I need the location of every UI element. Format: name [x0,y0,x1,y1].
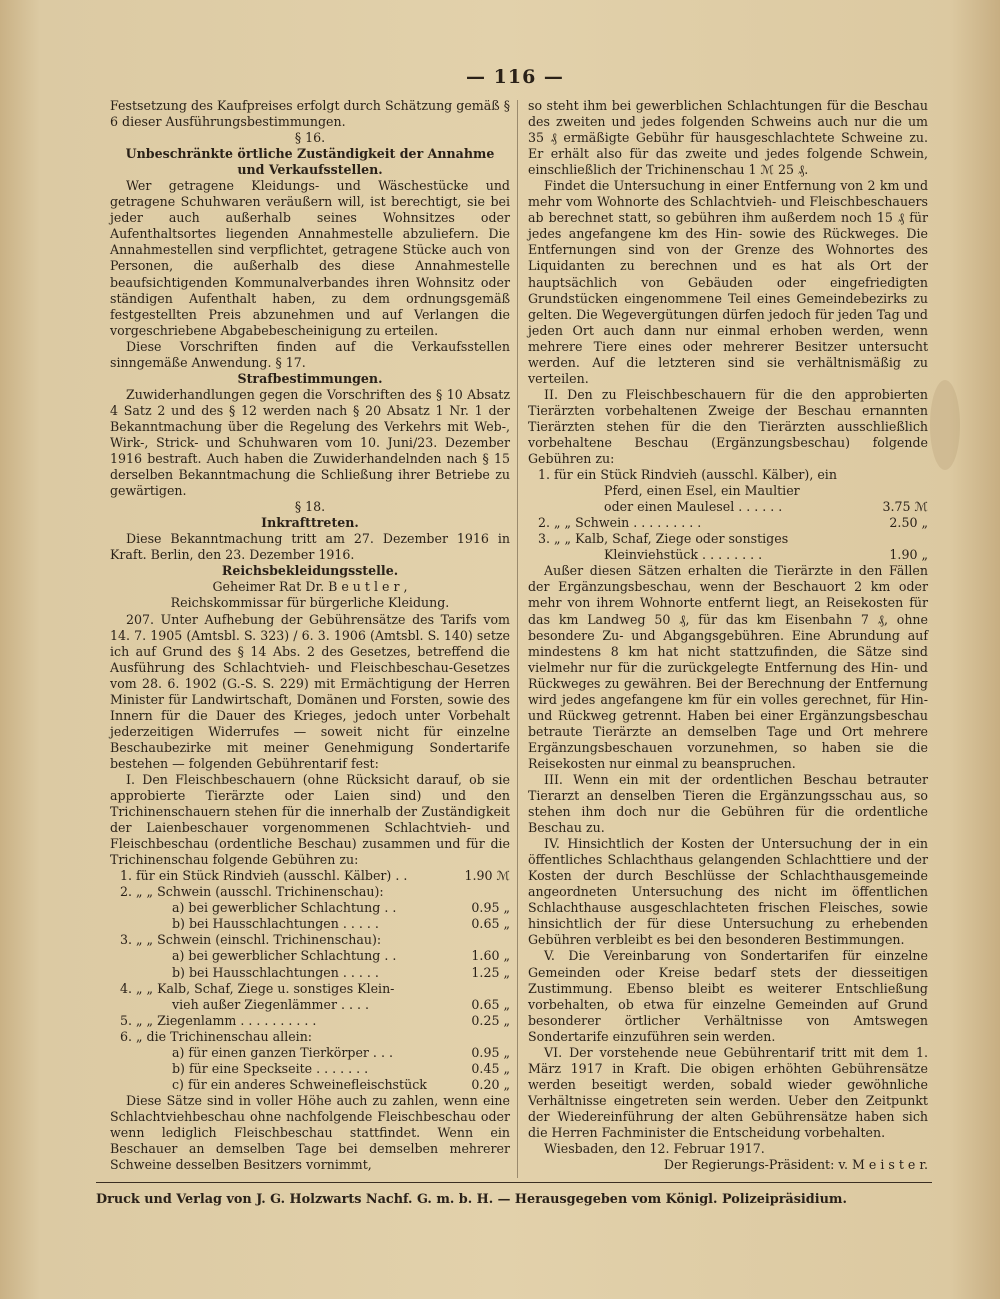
tariff-amount: 0.65 „ [471,916,510,932]
tariff-item: a) bei gewerblicher Schlachtung . . [172,948,397,964]
tariff-row [110,916,510,932]
right-column [528,98,928,1173]
left-column [110,98,510,1173]
tariff-row [528,483,928,499]
paragraph: Wer getragene Kleidungs- und Wäschestücke und getragene Schuhwaren veräußern will, ist berechtigt, sie bei jeder auch außerhalb seines Wohnsitzes oder Aufenthaltsortes liegenden Annahmestelle abzuliefern. Die Annahmestellen sind verpflichtet, getragene Stücke auch von Personen, die außerhalb des diese Annahmestelle beaufsichtigenden Kommunalverbandes ihren Wohnsitz oder ständigen Aufenthalt haben, zu dem ordnungsgemäß festgestellten Preis abzunehmen und auf Verlangen die vorgeschriebene Abgabebescheinigung zu erteilen. [110,178,510,338]
tariff-amount [452,884,510,900]
tariff-amount [870,483,928,499]
tariff-row [110,1013,510,1029]
tariff-amount: 2.50 „ [889,515,928,531]
paragraph: Diese Sätze sind in voller Höhe auch zu zahlen, wenn eine Schlachtviehbeschau ohne nachfolgende Fleischbeschau oder wenn lediglich Fleischbeschau stattfindet. Wenn ein Beschauer an demselben Tage bei demselben mehrerer Schweine desselben Besitzers vornimmt, [110,1092,510,1173]
paper-stain [930,380,960,470]
page-number: — 116 — [466,66,564,88]
tariff-item: Pferd, einen Esel, ein Maultier [604,483,800,499]
tariff-row [110,868,510,884]
section-heading: Reichskommissar für bürgerliche Kleidung. [170,595,450,611]
tariff-amount: 0.25 „ [471,1012,510,1028]
section-heading: Geheimer Rat Dr. B e u t l e r , [212,579,408,595]
tariff-amount: 1.60 „ [471,948,510,964]
tariff-item: 2. „ „ Schwein . . . . . . . . . [538,515,702,531]
paragraph: Außer diesen Sätzen erhalten die Tierärzte in den Fällen der Ergänzungsbeschau, wenn der Beschauort 2 km oder mehr von ihrem Wohnorte entfernt liegt, an Reisekosten für das km Landweg 50 ₰, für das km Eisenbahn 7 ₰, ohne besondere Zu- und Abgangsgebühren. Eine Abrundung auf mindestens 8 km hat nicht stattzufinden, die Sätze sind vielmehr nur für die zurückgelegte Entfernung des Hin- und Rückweges zu gewähren. Bei der Berechnung der Entfernung wird jedes angefangene km für ein volles gerechnet, für Hin- und Rückweg getrennt. Haben bei einer Ergänzungsbeschau betraute Tierärzte an demselben Tage und Ort mehrere Ergänzungsbeschauen vorzunehmen, so haben sie die Reisekosten nur einmal zu beanspruchen. [528,563,928,771]
tariff-item: 2. „ „ Schwein (ausschl. Trichinenschau): [120,884,384,900]
tariff-item: a) für einen ganzen Tierkörper . . . [172,1044,393,1060]
tariff-amount: 0.65 „ [471,996,510,1012]
paragraph: VI. Der vorstehende neue Gebührentarif tritt mit dem 1. März 1917 in Kraft. Die obigen erhöhten Gebührensätze werden beseitigt werden, sobald wieder gewöhnliche Verhältnisse eingetreten sein werden. Ueber den Zeitpunkt der Wiedereinführung der alten Gebührensätze haben sich die Herren Fachminister die Entscheidung vorbehalten. [528,1044,928,1140]
paragraph: so steht ihm bei gewerblichen Schlachtungen für die Beschau des zweiten und jedes folgenden Schweins auch nur die um 35 ₰ ermäßigte Gebühr für hausgeschlachtete Schweine zu. Er erhält also für das zweite und jedes folgende Schwein, einschließlich der Trichinenschau 1 ℳ 25 ₰. [528,98,928,178]
tariff-amount [870,467,928,483]
paragraph: V. Die Vereinbarung von Sondertarifen für einzelne Gemeinden oder Kreise bedarf stets der diesseitigen Zustimmung. Ebenso bleibt es weiterer Entschließung vorbehalten, ob etwa für einzelne Gemeinden auf Grund besonderer örtlicher Verhältnisse von Amtswegen Sondertarife einzuführen sein werden. [528,948,928,1044]
tariff-item: oder einen Maulesel . . . . . . [604,499,783,515]
paragraph: Findet die Untersuchung in einer Entfernung von 2 km und mehr vom Wohnorte des Schlachtvieh- und Fleischbeschauers ab berechnet statt, so gebühren ihm außerdem noch 15 ₰ für jedes angefangene km des Hin- sowie des Rückweges. Die Entfernungen sind von der Grenze des Wohnortes des Liquidanten zu berechnen und es hat als Ort der hauptsächlich von Gebäuden oder eingefriedigten Grundstücken eingenommene Teil eines Gemeindebezirks zu gelten. Die Wegevergütungen dürfen jedoch für jeden Tag und jeden Ort auch dann nur einmal erhoben werden, wenn mehrere Tiere eines oder mehrerer Besitzer untersucht werden. Auf die letzteren sind sie verhältnismäßig zu verteilen. [528,178,928,386]
imprint-footer: Druck und Verlag von J. G. Holzwarts Nachf. G. m. b. H. — Herausgegeben vom Königl. Polizeipräsidium. [96,1192,847,1207]
section-heading: § 18. [294,499,326,515]
tariff-item: b) für eine Speckseite . . . . . . . [172,1060,369,1076]
tariff-item: 3. „ „ Schwein (einschl. Trichinenschau): [120,932,382,948]
tariff-row [528,531,928,547]
footer-rule [96,1182,932,1183]
tariff-amount: 0.20 „ [471,1076,510,1092]
section-title: Reichsbekleidungsstelle. [221,563,399,579]
tariff-item: a) bei gewerblicher Schlachtung . . [172,900,397,916]
tariff-item: b) bei Hausschlachtungen . . . . . [172,916,379,932]
tariff-amount: 3.75 ℳ [882,499,928,515]
tariff-row [528,467,928,483]
tariff-amount: 0.95 „ [471,900,510,916]
paragraph: I. Den Fleischbeschauern (ohne Rücksicht darauf, ob sie approbierte Tierärzte oder Laien sind) und den Trichinenschauern stehen für die innerhalb der Zuständigkeit der Laienbeschauer vorgenommenen Schlachtvieh- und Fleischbeschau (ordentliche Beschau) zusammen und für die Trichinenschau folgende Gebühren zu: [110,771,510,868]
tariff-amount: 1.25 „ [471,964,510,980]
tariff-amount: 1.90 ℳ [464,868,510,884]
paragraph: II. Den zu Fleischbeschauern für die den approbierten Tierärzten vorbehaltenen Zweige der Beschau ernannten Tierärzten stehen für die den Tierärzten ausschließlich vorbehaltene Beschau (Ergänzungsbeschau) folgende Gebühren zu: [528,386,928,467]
tariff-item: b) bei Hausschlachtungen . . . . . [172,964,379,980]
tariff-row [528,499,928,515]
tariff-row [110,932,510,948]
tariff-row [528,547,928,563]
tariff-amount [870,531,928,547]
section-title: Inkrafttreten. [261,515,359,531]
tariff-item: 3. „ „ Kalb, Schaf, Ziege oder sonstiges [538,531,789,547]
paragraph: Diese Vorschriften finden auf die Verkaufsstellen sinngemäße Anwendung. § 17. [110,338,510,370]
paragraph: Diese Bekanntmachung tritt am 27. Dezember 1916 in Kraft. Berlin, den 23. Dezember 1916. [110,531,510,563]
tariff-row [110,948,510,964]
tariff-item: 5. „ „ Ziegenlamm . . . . . . . . . . [120,1012,317,1028]
tariff-row [528,515,928,531]
tariff-item: 1. für ein Stück Rindvieh (ausschl. Kälber) . . [120,868,408,884]
paragraph: Festsetzung des Kaufpreises erfolgt durch Schätzung gemäß § 6 dieser Ausführungsbestimmungen. [110,98,510,130]
tariff-item: Kleinviehstück . . . . . . . . [604,547,763,563]
tariff-amount: 0.95 „ [471,1044,510,1060]
tariff-row [110,997,510,1013]
paragraph: Wiesbaden, den 12. Februar 1917. [544,1141,765,1157]
paragraph: III. Wenn ein mit der ordentlichen Beschau betrauter Tierarzt an denselben Tieren die Ergänzungsschau aus, so stehen ihm doch nur die Gebühren für die ordentliche Beschau zu. [528,771,928,836]
tariff-item: 4. „ „ Kalb, Schaf, Ziege u. sonstiges Klein- [120,980,395,996]
tariff-amount: 1.90 „ [889,547,928,563]
tariff-item: vieh außer Ziegenlämmer . . . . [172,996,369,1012]
column-divider [517,100,518,1178]
paragraph: 207. Unter Aufhebung der Gebührensätze des Tarifs vom 14. 7. 1905 (Amtsbl. S. 323) / 6. 3. 1906 (Amtsbl. S. 140) setze ich auf Grund des § 14 Abs. 2 des Gesetzes, betreffend die Ausführung des Schlachtvieh- und Fleischbeschau-Gesetzes vom 28. 6. 1902 (G.-S. S. 229) mit Ermächtigung der Herren Minister für Landwirtschaft, Domänen und Forsten, sowie des Innern für die Dauer des Krieges, jedoch unter Vorbehalt jederzeitigen Widerrufes — soweit nicht für einzelne Beschaubezirke mit meiner Genehmigung Sondertarife bestehen — folgenden Gebührentarif fest: [110,611,510,771]
tariff-row [110,1045,510,1061]
section-heading: § 16. [294,130,326,146]
signature-line: Der Regierungs-Präsident: v. M e i s t e r. [663,1157,928,1173]
tariff-row [110,981,510,997]
tariff-item: 1. für ein Stück Rindvieh (ausschl. Kälber), ein [538,467,837,483]
tariff-row [110,1061,510,1077]
paragraph: Zuwiderhandlungen gegen die Vorschriften des § 10 Absatz 4 Satz 2 und des § 12 werden nach § 20 Absatz 1 Nr. 1 der Bekanntmachung über die Regelung des Verkehrs mit Web-, Wirk-, Strick- und Schuhwaren vom 10. Juni/23. Dezember 1916 bestraft. Auch haben die Zuwiderhandelnden nach § 15 derselben Bekanntmachung die Schließung ihrer Betriebe zu gewärtigen. [110,386,510,499]
tariff-amount [452,981,510,997]
tariff-row [110,1029,510,1045]
tariff-row [110,884,510,900]
tariff-amount [452,1029,510,1045]
paragraph: IV. Hinsichtlich der Kosten der Untersuchung der in ein öffentliches Schlachthaus gelangenden Schlachttiere und der Kosten der durch Beschlüsse der Schlachthausgemeinde angeordneten Untersuchung des nicht im öffentlichen Schlachthause ausgeschlachteten frischen Fleisches, sowie hinsichtlich der für diese Untersuchung zu erhebenden Gebühren verbleibt es bei den besonderen Bestimmungen. [528,836,928,948]
tariff-row [110,900,510,916]
tariff-amount: 0.45 „ [471,1060,510,1076]
section-title: Strafbestimmungen. [237,370,383,386]
tariff-item: c) für ein anderes Schweinefleischstück [172,1076,427,1092]
section-title: Unbeschränkte örtliche Zuständigkeit der Annahme und Verkaufsstellen. [125,146,495,178]
tariff-row [110,1077,510,1093]
tariff-row [110,965,510,981]
tariff-amount [452,932,510,948]
tariff-item: 6. „ die Trichinenschau allein: [120,1028,313,1044]
